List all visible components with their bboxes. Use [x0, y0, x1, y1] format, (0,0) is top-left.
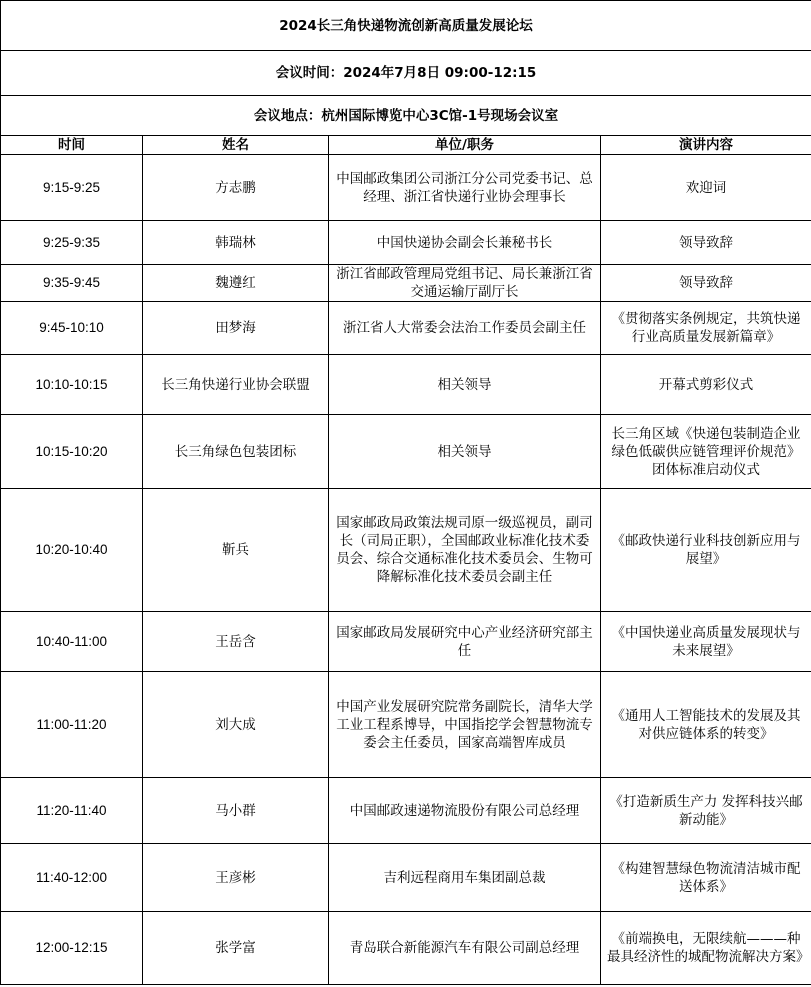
- row-topic: 《前端换电，无限续航———种最具经济性的城配物流解决方案》: [601, 912, 811, 985]
- table-row: [1, 265, 811, 302]
- row-time: 12:00-12:15: [1, 912, 143, 985]
- row-name: 马小群: [143, 778, 329, 844]
- header-topic: 演讲内容: [601, 136, 811, 155]
- table-row: [1, 844, 811, 912]
- row-topic: 《中国快递业高质量发展现状与未来展望》: [601, 612, 811, 672]
- table-row: [1, 672, 811, 778]
- row-time: 10:40-11:00: [1, 612, 143, 672]
- header-time: 时间: [1, 136, 143, 155]
- row-time: 9:45-10:10: [1, 302, 143, 355]
- row-topic: 领导致辞: [601, 221, 811, 265]
- row-topic: 《通用人工智能技术的发展及其对供应链体系的转变》: [601, 672, 811, 778]
- table-row: [1, 778, 811, 844]
- row-name: 王岳含: [143, 612, 329, 672]
- row-time: 9:35-9:45: [1, 265, 143, 302]
- forum-title: 2024长三角快递物流创新高质量发展论坛: [1, 1, 811, 51]
- row-name: 方志鹏: [143, 155, 329, 221]
- row-topic: 《邮政快递行业科技创新应用与展望》: [601, 489, 811, 612]
- table-row: [1, 489, 811, 612]
- table-row: [1, 302, 811, 355]
- row-name: 田梦海: [143, 302, 329, 355]
- row-name: 长三角快递行业协会联盟: [143, 355, 329, 415]
- table-row: [1, 355, 811, 415]
- row-topic: 长三角区域《快递包装制造企业绿色低碳供应链管理评价规范》团体标准启动仪式: [601, 415, 811, 489]
- row-time: 9:25-9:35: [1, 221, 143, 265]
- row-time: 9:15-9:25: [1, 155, 143, 221]
- row-org: 中国邮政速递物流股份有限公司总经理: [329, 778, 601, 844]
- table-row: [1, 912, 811, 985]
- row-topic: 《贯彻落实条例规定，共筑快递行业高质量发展新篇章》: [601, 302, 811, 355]
- table-row: [1, 612, 811, 672]
- row-name: 靳兵: [143, 489, 329, 612]
- meeting-place: 会议地点：杭州国际博览中心3C馆-1号现场会议室: [1, 96, 811, 136]
- row-time: 11:40-12:00: [1, 844, 143, 912]
- meeting-time-row: [1, 51, 811, 96]
- row-name: 张学富: [143, 912, 329, 985]
- row-time: 10:10-10:15: [1, 355, 143, 415]
- row-org: 浙江省邮政管理局党组书记、局长兼浙江省交通运输厅副厅长: [329, 265, 601, 302]
- row-topic: 《构建智慧绿色物流清洁城市配送体系》: [601, 844, 811, 912]
- row-org: 国家邮政局发展研究中心产业经济研究部主任: [329, 612, 601, 672]
- table-row: [1, 415, 811, 489]
- row-org: 吉利远程商用车集团副总裁: [329, 844, 601, 912]
- meeting-place-row: [1, 96, 811, 136]
- row-org: 青岛联合新能源汽车有限公司副总经理: [329, 912, 601, 985]
- row-org: 浙江省人大常委会法治工作委员会副主任: [329, 302, 601, 355]
- row-name: 魏遵红: [143, 265, 329, 302]
- table-row: [1, 155, 811, 221]
- row-name: 王彦彬: [143, 844, 329, 912]
- header-row: [1, 136, 811, 155]
- table-row: [1, 221, 811, 265]
- row-name: 韩瑞林: [143, 221, 329, 265]
- row-time: 11:00-11:20: [1, 672, 143, 778]
- row-time: 10:20-10:40: [1, 489, 143, 612]
- header-org: 单位/职务: [329, 136, 601, 155]
- row-time: 11:20-11:40: [1, 778, 143, 844]
- row-time: 10:15-10:20: [1, 415, 143, 489]
- row-org: 国家邮政局政策法规司原一级巡视员，副司长（司局正职），全国邮政业标准化技术委员会、综合交通标准化技术委员会、生物可降解标准化技术委员会副主任: [329, 489, 601, 612]
- row-topic: 开幕式剪彩仪式: [601, 355, 811, 415]
- row-topic: 领导致辞: [601, 265, 811, 302]
- meeting-time: 会议时间：2024年7月8日 09:00-12:15: [1, 51, 811, 96]
- row-org: 中国产业发展研究院常务副院长，清华大学工业工程系博导，中国指挖学会智慧物流专委会主任委员，国家高端智库成员: [329, 672, 601, 778]
- title-row: [1, 1, 811, 51]
- row-topic: 《打造新质生产力 发挥科技兴邮新动能》: [601, 778, 811, 844]
- row-org: 中国邮政集团公司浙江分公司党委书记、总经理、浙江省快递行业协会理事长: [329, 155, 601, 221]
- row-org: 相关领导: [329, 415, 601, 489]
- row-name: 刘大成: [143, 672, 329, 778]
- row-topic: 欢迎词: [601, 155, 811, 221]
- row-org: 相关领导: [329, 355, 601, 415]
- header-name: 姓名: [143, 136, 329, 155]
- row-name: 长三角绿色包装团标: [143, 415, 329, 489]
- row-org: 中国快递协会副会长兼秘书长: [329, 221, 601, 265]
